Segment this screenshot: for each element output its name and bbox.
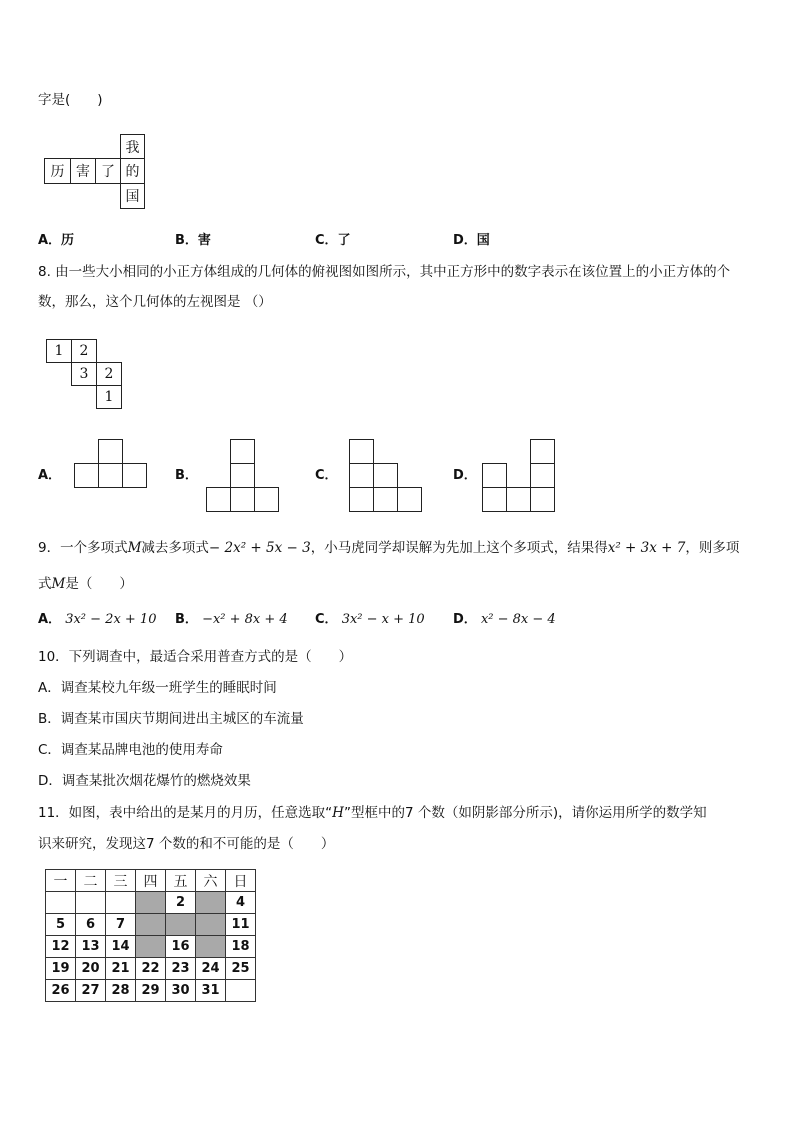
calendar-day: 14 bbox=[106, 936, 136, 958]
q9-text: 9．一个多项式 bbox=[38, 540, 128, 556]
view-square bbox=[373, 487, 398, 512]
view-square bbox=[530, 439, 555, 464]
calendar-day: 13 bbox=[76, 936, 106, 958]
calendar-day bbox=[196, 892, 226, 914]
q9-poly-result: x² + 3x + 7 bbox=[607, 540, 686, 556]
q8-option-a-label: A． bbox=[38, 468, 62, 483]
q9-option-b bbox=[175, 608, 288, 627]
q9-stem-line2 bbox=[38, 572, 133, 592]
q10-option-c: C．调查某品牌电池的使用寿命 bbox=[38, 742, 223, 758]
q8-option-b-label: B． bbox=[175, 468, 198, 483]
q9-var-m: M bbox=[51, 576, 66, 592]
calendar-day bbox=[136, 914, 166, 936]
option-expression: 3x² − 2x + 10 bbox=[65, 612, 157, 627]
calendar-day: 21 bbox=[106, 958, 136, 980]
top-view-cell: 2 bbox=[71, 339, 97, 363]
q7-option-c: C．了 bbox=[315, 233, 351, 248]
view-square bbox=[482, 487, 507, 512]
q9-text: 式 bbox=[38, 576, 52, 592]
net-cell: 历 bbox=[44, 158, 71, 184]
q11-var-h: H bbox=[332, 805, 344, 821]
view-square bbox=[506, 487, 531, 512]
q7-stem-tail: 字是( ) bbox=[38, 92, 103, 108]
q10-option-a: A．调查某校九年级一班学生的睡眠时间 bbox=[38, 680, 277, 696]
calendar-day bbox=[106, 892, 136, 914]
q9-option-a bbox=[38, 608, 156, 627]
view-square bbox=[349, 439, 374, 464]
q9-option-c bbox=[315, 608, 425, 627]
view-square bbox=[98, 439, 123, 464]
q8-option-c-view bbox=[349, 439, 425, 515]
q10-stem: 10．下列调查中，最适合采用普查方式的是（ ） bbox=[38, 649, 353, 665]
view-square bbox=[349, 487, 374, 512]
net-cell-bottom: 国 bbox=[120, 183, 145, 209]
calendar-day: 26 bbox=[46, 980, 76, 1002]
calendar-day bbox=[46, 892, 76, 914]
calendar-week-row bbox=[46, 892, 256, 914]
calendar-weekday: 日 bbox=[226, 870, 256, 892]
q9-text: ，则多项 bbox=[685, 540, 740, 556]
q11-text: 11．如图，表中给出的是某月的月历，任意选取“ bbox=[38, 805, 333, 821]
option-label: D． bbox=[453, 612, 477, 627]
view-square bbox=[254, 487, 279, 512]
top-view-cell: 1 bbox=[46, 339, 72, 363]
q11-text: ”型框中的7 个数（如阴影部分所示)，请你运用所学的数学知 bbox=[343, 805, 707, 821]
q11-calendar bbox=[45, 869, 256, 1002]
top-view-cell: 2 bbox=[96, 362, 122, 386]
net-cell: 害 bbox=[70, 158, 96, 184]
calendar-day: 25 bbox=[226, 958, 256, 980]
calendar-week-row bbox=[46, 914, 256, 936]
calendar-weekday: 二 bbox=[76, 870, 106, 892]
calendar-day: 5 bbox=[46, 914, 76, 936]
calendar-day: 18 bbox=[226, 936, 256, 958]
calendar-day bbox=[76, 892, 106, 914]
view-square bbox=[230, 439, 255, 464]
view-square bbox=[530, 463, 555, 488]
q9-text: 是（ ） bbox=[65, 576, 133, 592]
q10-option-b: B．调查某市国庆节期间进出主城区的车流量 bbox=[38, 711, 304, 727]
calendar-day: 2 bbox=[166, 892, 196, 914]
calendar-week-row bbox=[46, 958, 256, 980]
calendar-day bbox=[196, 936, 226, 958]
calendar-day: 27 bbox=[76, 980, 106, 1002]
view-square bbox=[349, 463, 374, 488]
calendar-day: 12 bbox=[46, 936, 76, 958]
calendar-day: 23 bbox=[166, 958, 196, 980]
calendar-weekday: 六 bbox=[196, 870, 226, 892]
calendar-day: 24 bbox=[196, 958, 226, 980]
view-square bbox=[482, 463, 507, 488]
net-cell-top: 我 bbox=[120, 134, 145, 159]
q9-option-d bbox=[453, 608, 556, 627]
calendar-day: 22 bbox=[136, 958, 166, 980]
option-label: B． bbox=[175, 612, 198, 627]
net-cell: 了 bbox=[95, 158, 121, 184]
q9-var-m: M bbox=[127, 540, 142, 556]
option-label: C． bbox=[315, 612, 338, 627]
view-square bbox=[530, 487, 555, 512]
calendar-day: 30 bbox=[166, 980, 196, 1002]
calendar-weekday: 四 bbox=[136, 870, 166, 892]
calendar-day: 20 bbox=[76, 958, 106, 980]
calendar-week-row bbox=[46, 936, 256, 958]
calendar-day bbox=[136, 892, 166, 914]
calendar-day: 29 bbox=[136, 980, 166, 1002]
view-square bbox=[373, 463, 398, 488]
option-label: A． bbox=[38, 612, 62, 627]
calendar-day: 19 bbox=[46, 958, 76, 980]
q8-option-d-view bbox=[482, 439, 558, 515]
view-square bbox=[98, 463, 123, 488]
calendar-day bbox=[196, 914, 226, 936]
calendar-week-row bbox=[46, 980, 256, 1002]
q7-option-d: D．国 bbox=[453, 233, 490, 248]
calendar-day: 16 bbox=[166, 936, 196, 958]
q7-option-b: B．害 bbox=[175, 233, 211, 248]
calendar-day: 4 bbox=[226, 892, 256, 914]
option-expression: x² − 8x − 4 bbox=[480, 612, 556, 627]
q8-option-b-view bbox=[206, 439, 282, 515]
q9-stem-line1 bbox=[38, 536, 739, 556]
net-cell: 的 bbox=[120, 158, 145, 184]
calendar-weekday: 五 bbox=[166, 870, 196, 892]
q10-option-d: D．调查某批次烟花爆竹的燃烧效果 bbox=[38, 773, 251, 789]
q8-option-c-label: C． bbox=[315, 468, 338, 483]
q11-stem-line2: 识来研究，发现这7 个数的和不可能的是（ ） bbox=[38, 836, 335, 852]
option-expression: 3x² − x + 10 bbox=[341, 612, 425, 627]
calendar-day bbox=[166, 914, 196, 936]
q11-stem-line1 bbox=[38, 801, 707, 821]
q8-option-d-label: D． bbox=[453, 468, 477, 483]
calendar-day: 31 bbox=[196, 980, 226, 1002]
q8-stem-line1: 8. 由一些大小相同的小正方体组成的几何体的俯视图如图所示，其中正方形中的数字表示在该位置上的小正方体的个 bbox=[38, 264, 731, 280]
view-square bbox=[230, 463, 255, 488]
calendar-weekday: 一 bbox=[46, 870, 76, 892]
view-square bbox=[122, 463, 147, 488]
calendar-weekday: 三 bbox=[106, 870, 136, 892]
view-square bbox=[230, 487, 255, 512]
calendar-day bbox=[136, 936, 166, 958]
top-view-cell: 1 bbox=[96, 385, 122, 409]
view-square bbox=[206, 487, 231, 512]
calendar-day: 6 bbox=[76, 914, 106, 936]
q9-text: ，小马虎同学却误解为先加上这个多项式，结果得 bbox=[310, 540, 608, 556]
view-square bbox=[397, 487, 422, 512]
calendar-header-row bbox=[46, 870, 256, 892]
option-expression: −x² + 8x + 4 bbox=[202, 612, 288, 627]
calendar-day: 28 bbox=[106, 980, 136, 1002]
q8-option-a-view bbox=[74, 439, 150, 490]
calendar-day: 7 bbox=[106, 914, 136, 936]
calendar-day bbox=[226, 980, 256, 1002]
q9-text: 减去多项式 bbox=[141, 540, 209, 556]
q7-option-a: A．历 bbox=[38, 233, 75, 248]
top-view-cell: 3 bbox=[71, 362, 97, 386]
calendar-day: 11 bbox=[226, 914, 256, 936]
q9-poly-subtracted: − 2x² + 5x − 3 bbox=[208, 540, 311, 556]
q8-stem-line2: 数，那么，这个几何体的左视图是 （） bbox=[38, 294, 272, 310]
view-square bbox=[74, 463, 99, 488]
